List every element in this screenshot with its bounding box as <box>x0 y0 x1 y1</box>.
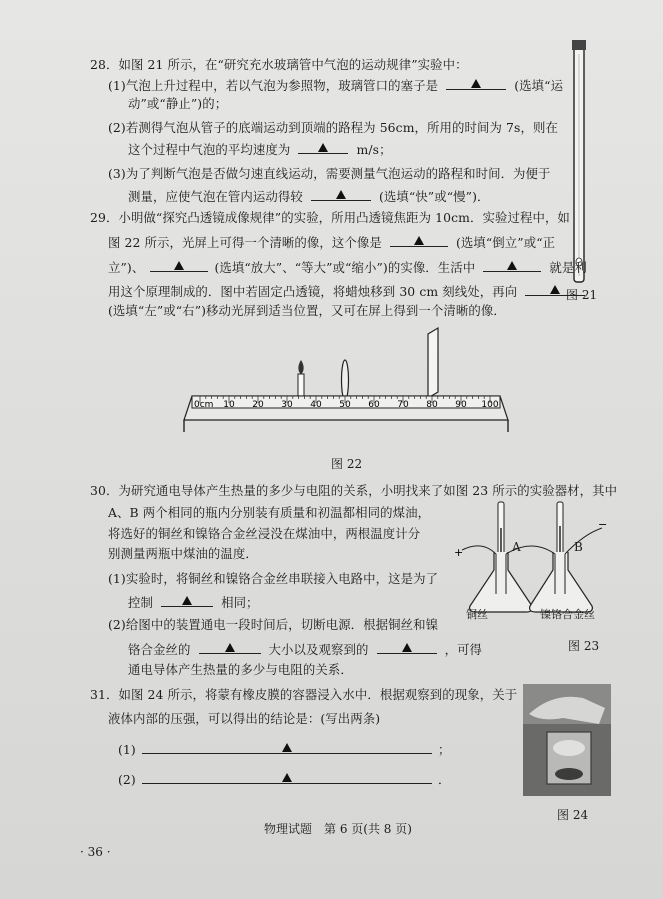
q31-answer1-end: ； <box>437 742 451 757</box>
q29-line2-hint: (选填“倒立”或“正 <box>455 235 556 250</box>
q28-part3b-hint: (选填“快”或“慢”)． <box>378 189 490 204</box>
q28-part3b-text: 测量，应使气泡在管内运动得较 <box>128 189 303 204</box>
q30-line2: A、B 两个相同的瓶内分别装有质量和初温都相同的煤油， <box>108 505 431 520</box>
ruler-tick-label: 30 <box>281 400 293 410</box>
answer-triangle-icon <box>414 236 424 245</box>
fig21-glass-tube <box>560 40 600 290</box>
q28-part1-hint: (选填“运 <box>514 78 564 93</box>
q28-part2: (2)若测得气泡从管子的底端运动到顶端的路程为 56cm，所用的时间为 7s，则在 <box>108 120 558 135</box>
answer-blank[interactable] <box>142 770 432 784</box>
q30-part1b-text: 控制 <box>128 595 153 610</box>
fig23-caption: 图 23 <box>568 639 600 653</box>
q29-line3-mid: (选填“放大”、“等大”或“缩小”)的实像．生活中 <box>214 260 476 275</box>
q28-part3b <box>128 187 490 205</box>
fig22-optical-bench <box>182 326 512 436</box>
answer-triangle-icon <box>225 643 235 652</box>
answer-triangle-icon <box>471 79 481 88</box>
answer-triangle-icon <box>336 190 346 199</box>
q28-part2b-text: 这个过程中气泡的平均速度为 <box>128 142 291 157</box>
fig24-caption: 图 24 <box>557 808 589 822</box>
ruler-tick-label: 100 <box>481 400 499 410</box>
answer-blank[interactable] <box>446 76 506 90</box>
answer-blank[interactable] <box>311 187 371 201</box>
q31-answer2-label: (2) <box>118 772 136 787</box>
fig24-photo <box>523 684 611 796</box>
fig23-label-copper: 铜丝 <box>466 608 488 621</box>
q28-part3: (3)为了判断气泡是否做匀速直线运动，需要测量气泡运动的路程和时间．为便于 <box>108 166 551 181</box>
answer-blank[interactable] <box>390 233 448 247</box>
q28-part1 <box>108 76 563 94</box>
ruler-tick-label: 60 <box>368 400 380 410</box>
q30-part1b-end: 相同； <box>221 595 259 610</box>
ruler-tick-label: 50 <box>339 400 351 410</box>
q31-line2: 液体内部的压强，可以得出的结论是：(写出两条) <box>108 711 381 726</box>
fig23-label-a: A <box>512 540 521 554</box>
ruler-tick-label: 0cm <box>194 400 214 410</box>
answer-triangle-icon <box>282 773 292 782</box>
q29-line4-text: 用这个原理制成的．图中若固定凸透镜，将蜡烛移到 30 cm 刻线处，再向 <box>108 284 518 299</box>
q30-part1: (1)实验时，将铜丝和镍铬合金丝串联接入电路中，这是为了 <box>108 571 439 586</box>
q29-line4 <box>108 282 589 300</box>
q30-part2c: 通电导体产生热量的多少与电阻的关系． <box>128 662 353 677</box>
answer-blank[interactable] <box>150 258 208 272</box>
page-number: · 36 · <box>80 845 111 859</box>
fig23-flasks <box>452 498 622 618</box>
q31-answer2-end: ． <box>437 772 451 787</box>
answer-triangle-icon <box>507 261 517 270</box>
answer-triangle-icon <box>282 743 292 752</box>
q31-line1: 31．如图 24 所示，将蒙有橡皮膜的容器浸入水中．根据观察到的现象，关于 <box>90 687 518 702</box>
page-footer-title: 物理试题 第 6 页(共 8 页) <box>264 822 412 836</box>
fig22-caption: 图 22 <box>331 457 363 471</box>
answer-triangle-icon <box>182 596 192 605</box>
q30-line4: 别测量两瓶中煤油的温度． <box>108 546 258 561</box>
ruler-tick-label: 70 <box>397 400 409 410</box>
q28-stem: 28．如图 21 所示，在“研究充水玻璃管中气泡的运动规律”实验中： <box>90 57 468 72</box>
q30-part2b-mid: 大小以及观察到的 <box>268 642 369 657</box>
answer-blank[interactable] <box>142 740 432 754</box>
ruler-tick-label: 80 <box>426 400 438 410</box>
answer-triangle-icon <box>318 143 328 152</box>
q29-line3-start: 立”)、 <box>108 260 145 275</box>
q28-part2b-unit: m/s； <box>356 142 392 157</box>
q28-part1-text: (1)气泡上升过程中，若以气泡为参照物，玻璃管口的塞子是 <box>108 78 439 93</box>
answer-blank[interactable] <box>525 282 585 296</box>
q30-part2b-text: 铬合金丝的 <box>128 642 191 657</box>
answer-triangle-icon <box>550 285 560 294</box>
q28-part1-end: 动”或“静止”)的； <box>128 96 228 111</box>
svg-text:−: − <box>598 518 608 531</box>
answer-blank[interactable] <box>161 593 213 607</box>
ruler-tick-label: 90 <box>455 400 467 410</box>
fig23-label-nichrome: 镍铬合金丝 <box>540 608 595 621</box>
q30-part1b <box>128 593 259 611</box>
ruler-tick-label: 10 <box>223 400 235 410</box>
ruler-tick-label: 40 <box>310 400 322 410</box>
q29-line1: 29．小明做“探究凸透镜成像规律”的实验，所用凸透镜焦距为 10cm．实验过程中，如 <box>90 210 570 225</box>
svg-text:+: + <box>454 546 464 559</box>
q29-line2-text: 图 22 所示，光屏上可得一个清晰的像，这个像是 <box>108 235 382 250</box>
fig21-caption: 图 21 <box>566 288 598 302</box>
q29-line2 <box>108 233 555 251</box>
q30-part2: (2)给图中的装置通电一段时间后，切断电源．根据铜丝和镍 <box>108 617 439 632</box>
q29-line5: (选填“左”或“右”)移动光屏到适当位置，又可在屏上得到一个清晰的像． <box>108 303 506 318</box>
answer-triangle-icon <box>402 643 412 652</box>
answer-blank[interactable] <box>298 140 348 154</box>
answer-triangle-icon <box>174 261 184 270</box>
q30-part2b-end: ，可得 <box>444 642 483 657</box>
q30-line3: 将选好的铜丝和镍铬合金丝浸没在煤油中，两根温度计分 <box>108 526 421 541</box>
q31-answer1-label: (1) <box>118 742 136 757</box>
answer-blank[interactable] <box>199 640 261 654</box>
answer-blank[interactable] <box>483 258 541 272</box>
answer-blank[interactable] <box>377 640 437 654</box>
q31-answer2 <box>118 770 450 788</box>
q29-line3 <box>108 258 587 276</box>
ruler-tick-label: 20 <box>252 400 264 410</box>
q29-line3-end: 就是利 <box>549 260 587 275</box>
q28-part2b <box>128 140 392 158</box>
q31-answer1 <box>118 740 450 758</box>
q30-line1: 30．为研究通电导体产生热量的多少与电阻的关系，小明找来了如图 23 所示的实验器材，其中 <box>90 483 618 498</box>
q30-part2b <box>128 640 482 658</box>
fig23-label-b: B <box>574 540 583 554</box>
